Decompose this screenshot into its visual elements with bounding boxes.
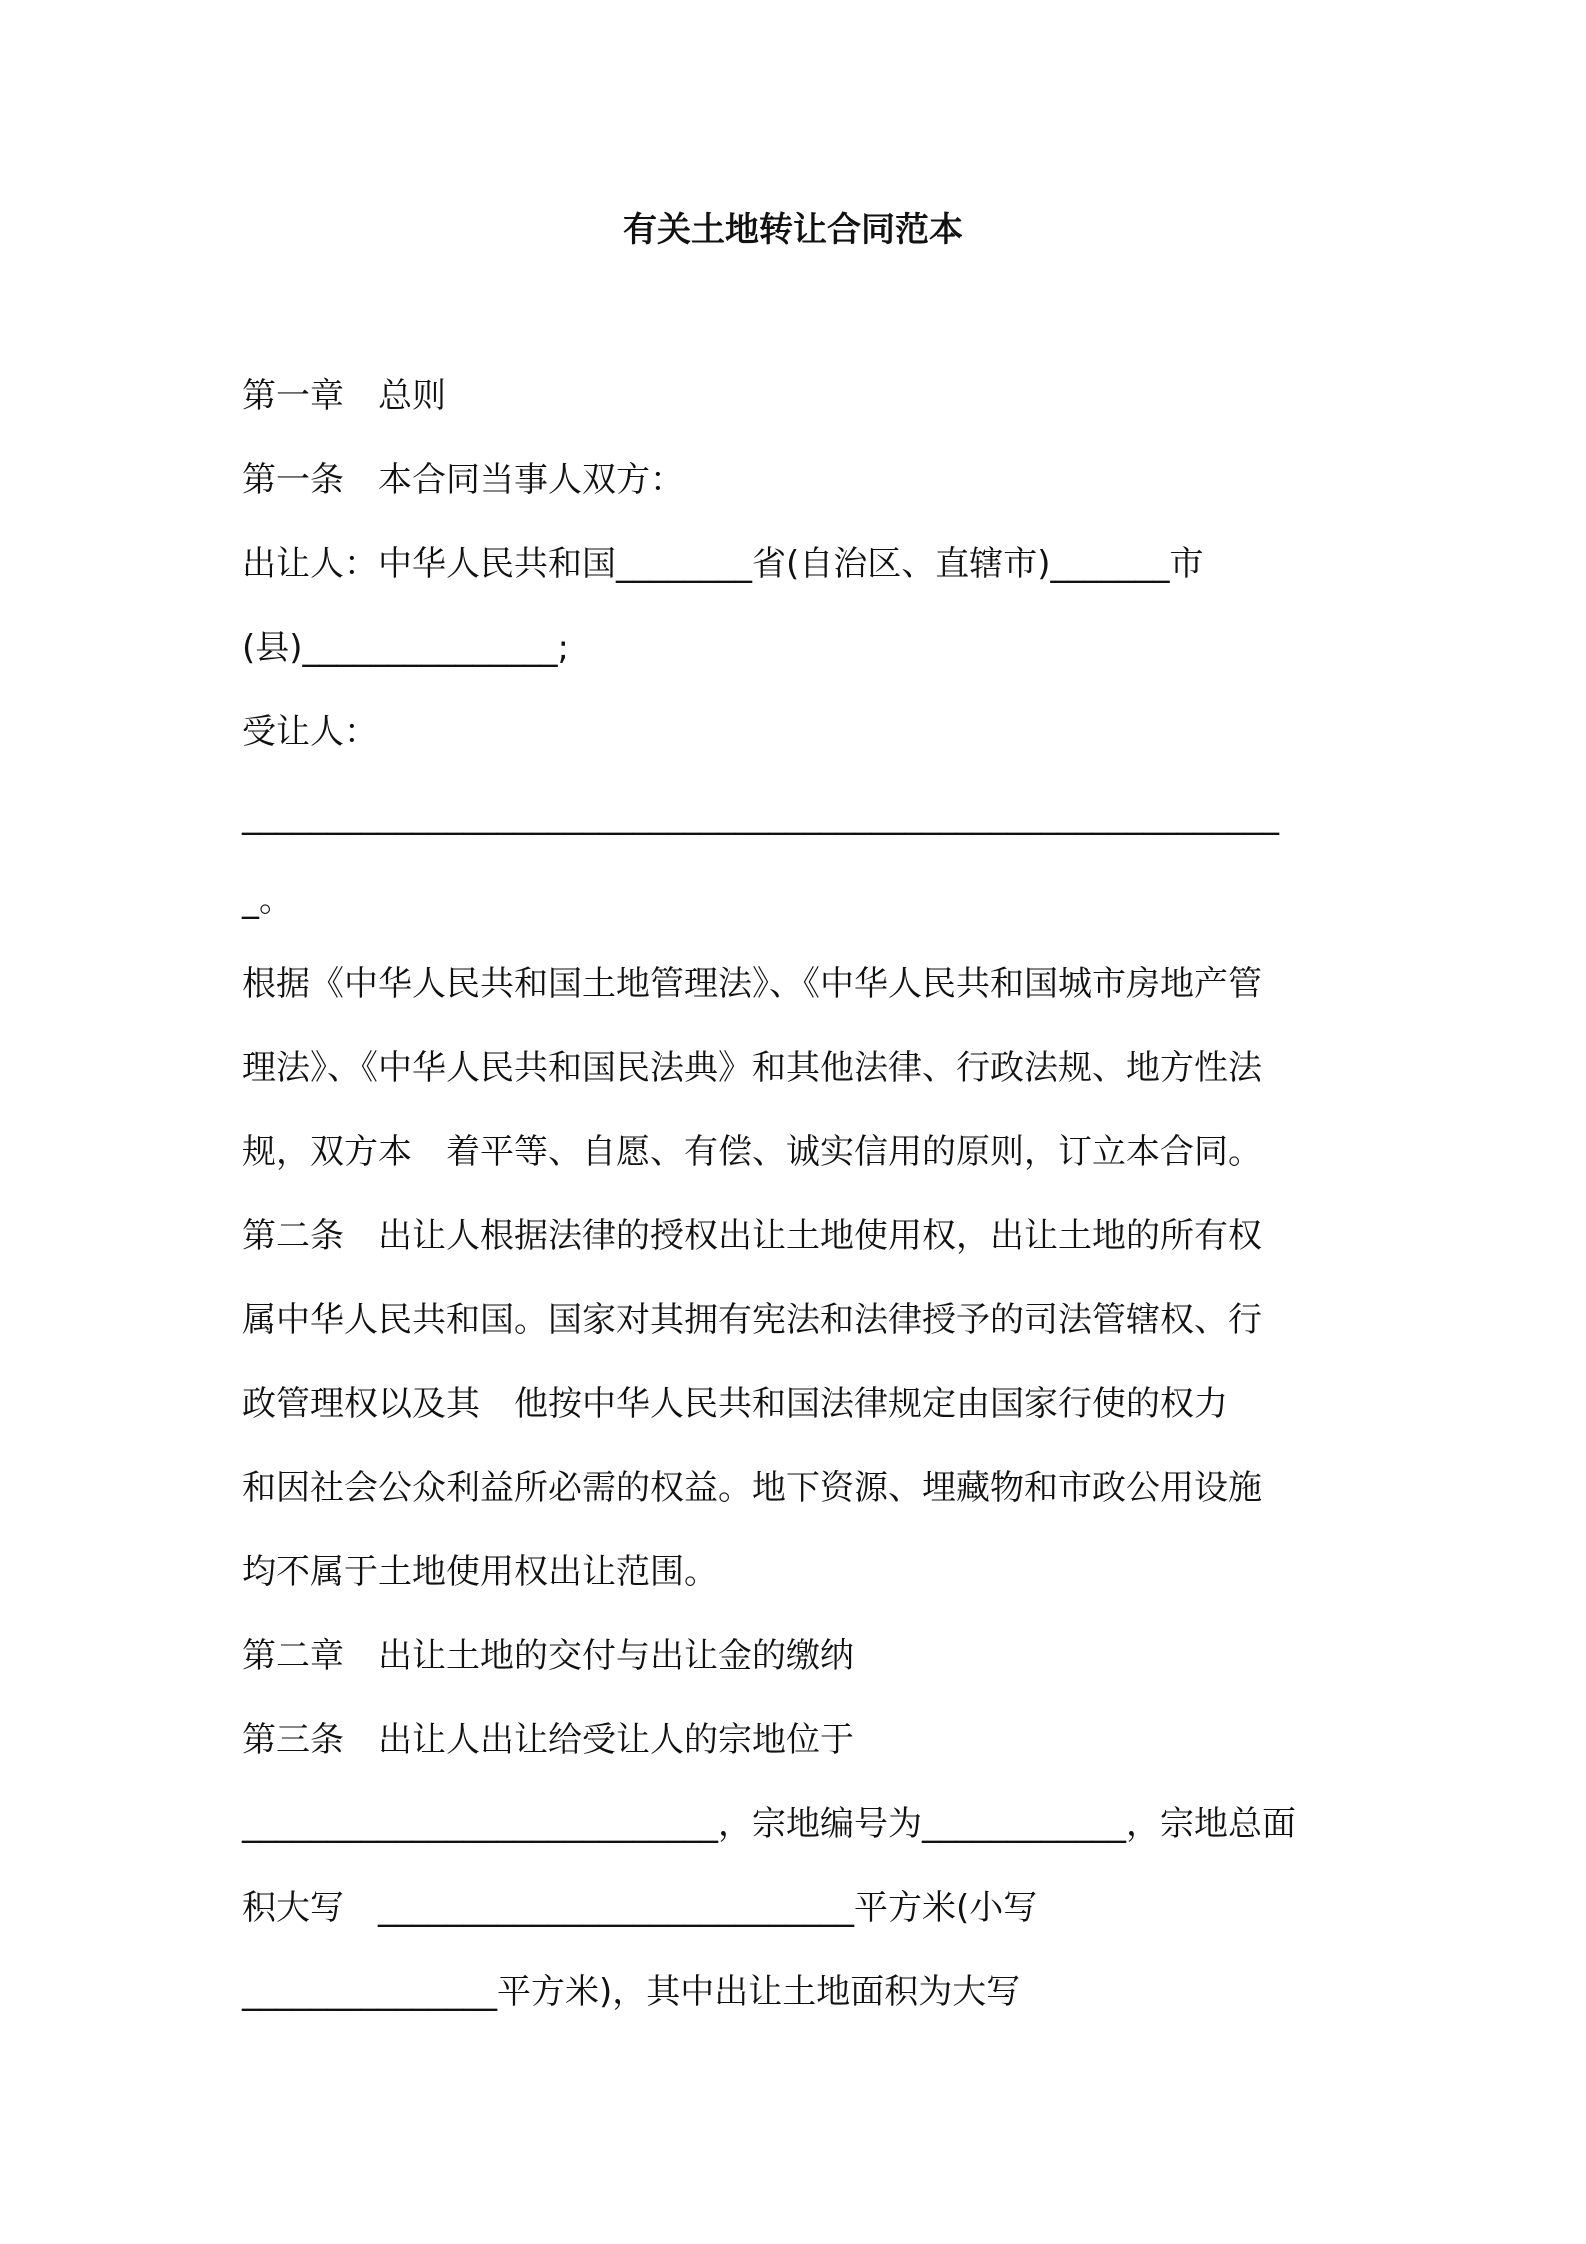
article-1-heading: 第一条 本合同当事人双方： <box>242 460 684 500</box>
chapter-1-heading: 第一章 总则 <box>242 376 446 416</box>
grantor-line: 出让人：中华人民共和国________省(自治区、直辖市)_______市 <box>242 544 1204 584</box>
grantor-county-line: (县)_______________; <box>242 628 569 668</box>
paragraph-line: 规，双方本 着平等、自愿、有偿、诚实信用的原则，订立本合同。 <box>242 1132 1262 1172</box>
grantee-blank-end: _。 <box>242 880 293 920</box>
paragraph-line: 均不属于土地使用权出让范围。 <box>242 1552 718 1592</box>
grantee-label: 受让人： <box>242 712 378 752</box>
article-3-heading: 第三条 出让人出让给受让人的宗地位于 <box>242 1720 854 1760</box>
parcel-area-small-line: _______________平方米)，其中出让土地面积为大写 <box>242 1972 1021 2012</box>
paragraph-line: 政管理权以及其 他按中华人民共和国法律规定由国家行使的权力 <box>242 1384 1228 1424</box>
document-title: 有关土地转让合同范本 <box>623 210 963 250</box>
paragraph-line: 根据《中华人民共和国土地管理法》、《中华人民共和国城市房地产管 <box>242 964 1262 1004</box>
parcel-location-line: ____________________________，宗地编号为____________，宗地总面 <box>242 1804 1296 1844</box>
chapter-2-heading: 第二章 出让土地的交付与出让金的缴纳 <box>242 1636 854 1676</box>
paragraph-line: 和因社会公众利益所必需的权益。地下资源、埋藏物和市政公用设施 <box>242 1468 1262 1508</box>
parcel-area-line: 积大写 ____________________________平方米(小写 <box>242 1888 1038 1928</box>
paragraph-line: 属中华人民共和国。国家对其拥有宪法和法律授予的司法管辖权、行 <box>242 1300 1262 1340</box>
grantee-blank-line: _____________________________________________________________ <box>242 796 1279 836</box>
document-body <box>242 366 1362 2046</box>
paragraph-line: 理法》、《中华人民共和国民法典》和其他法律、行政法规、地方性法 <box>242 1048 1262 1088</box>
article-2-line: 第二条 出让人根据法律的授权出让土地使用权，出让土地的所有权 <box>242 1216 1262 1256</box>
